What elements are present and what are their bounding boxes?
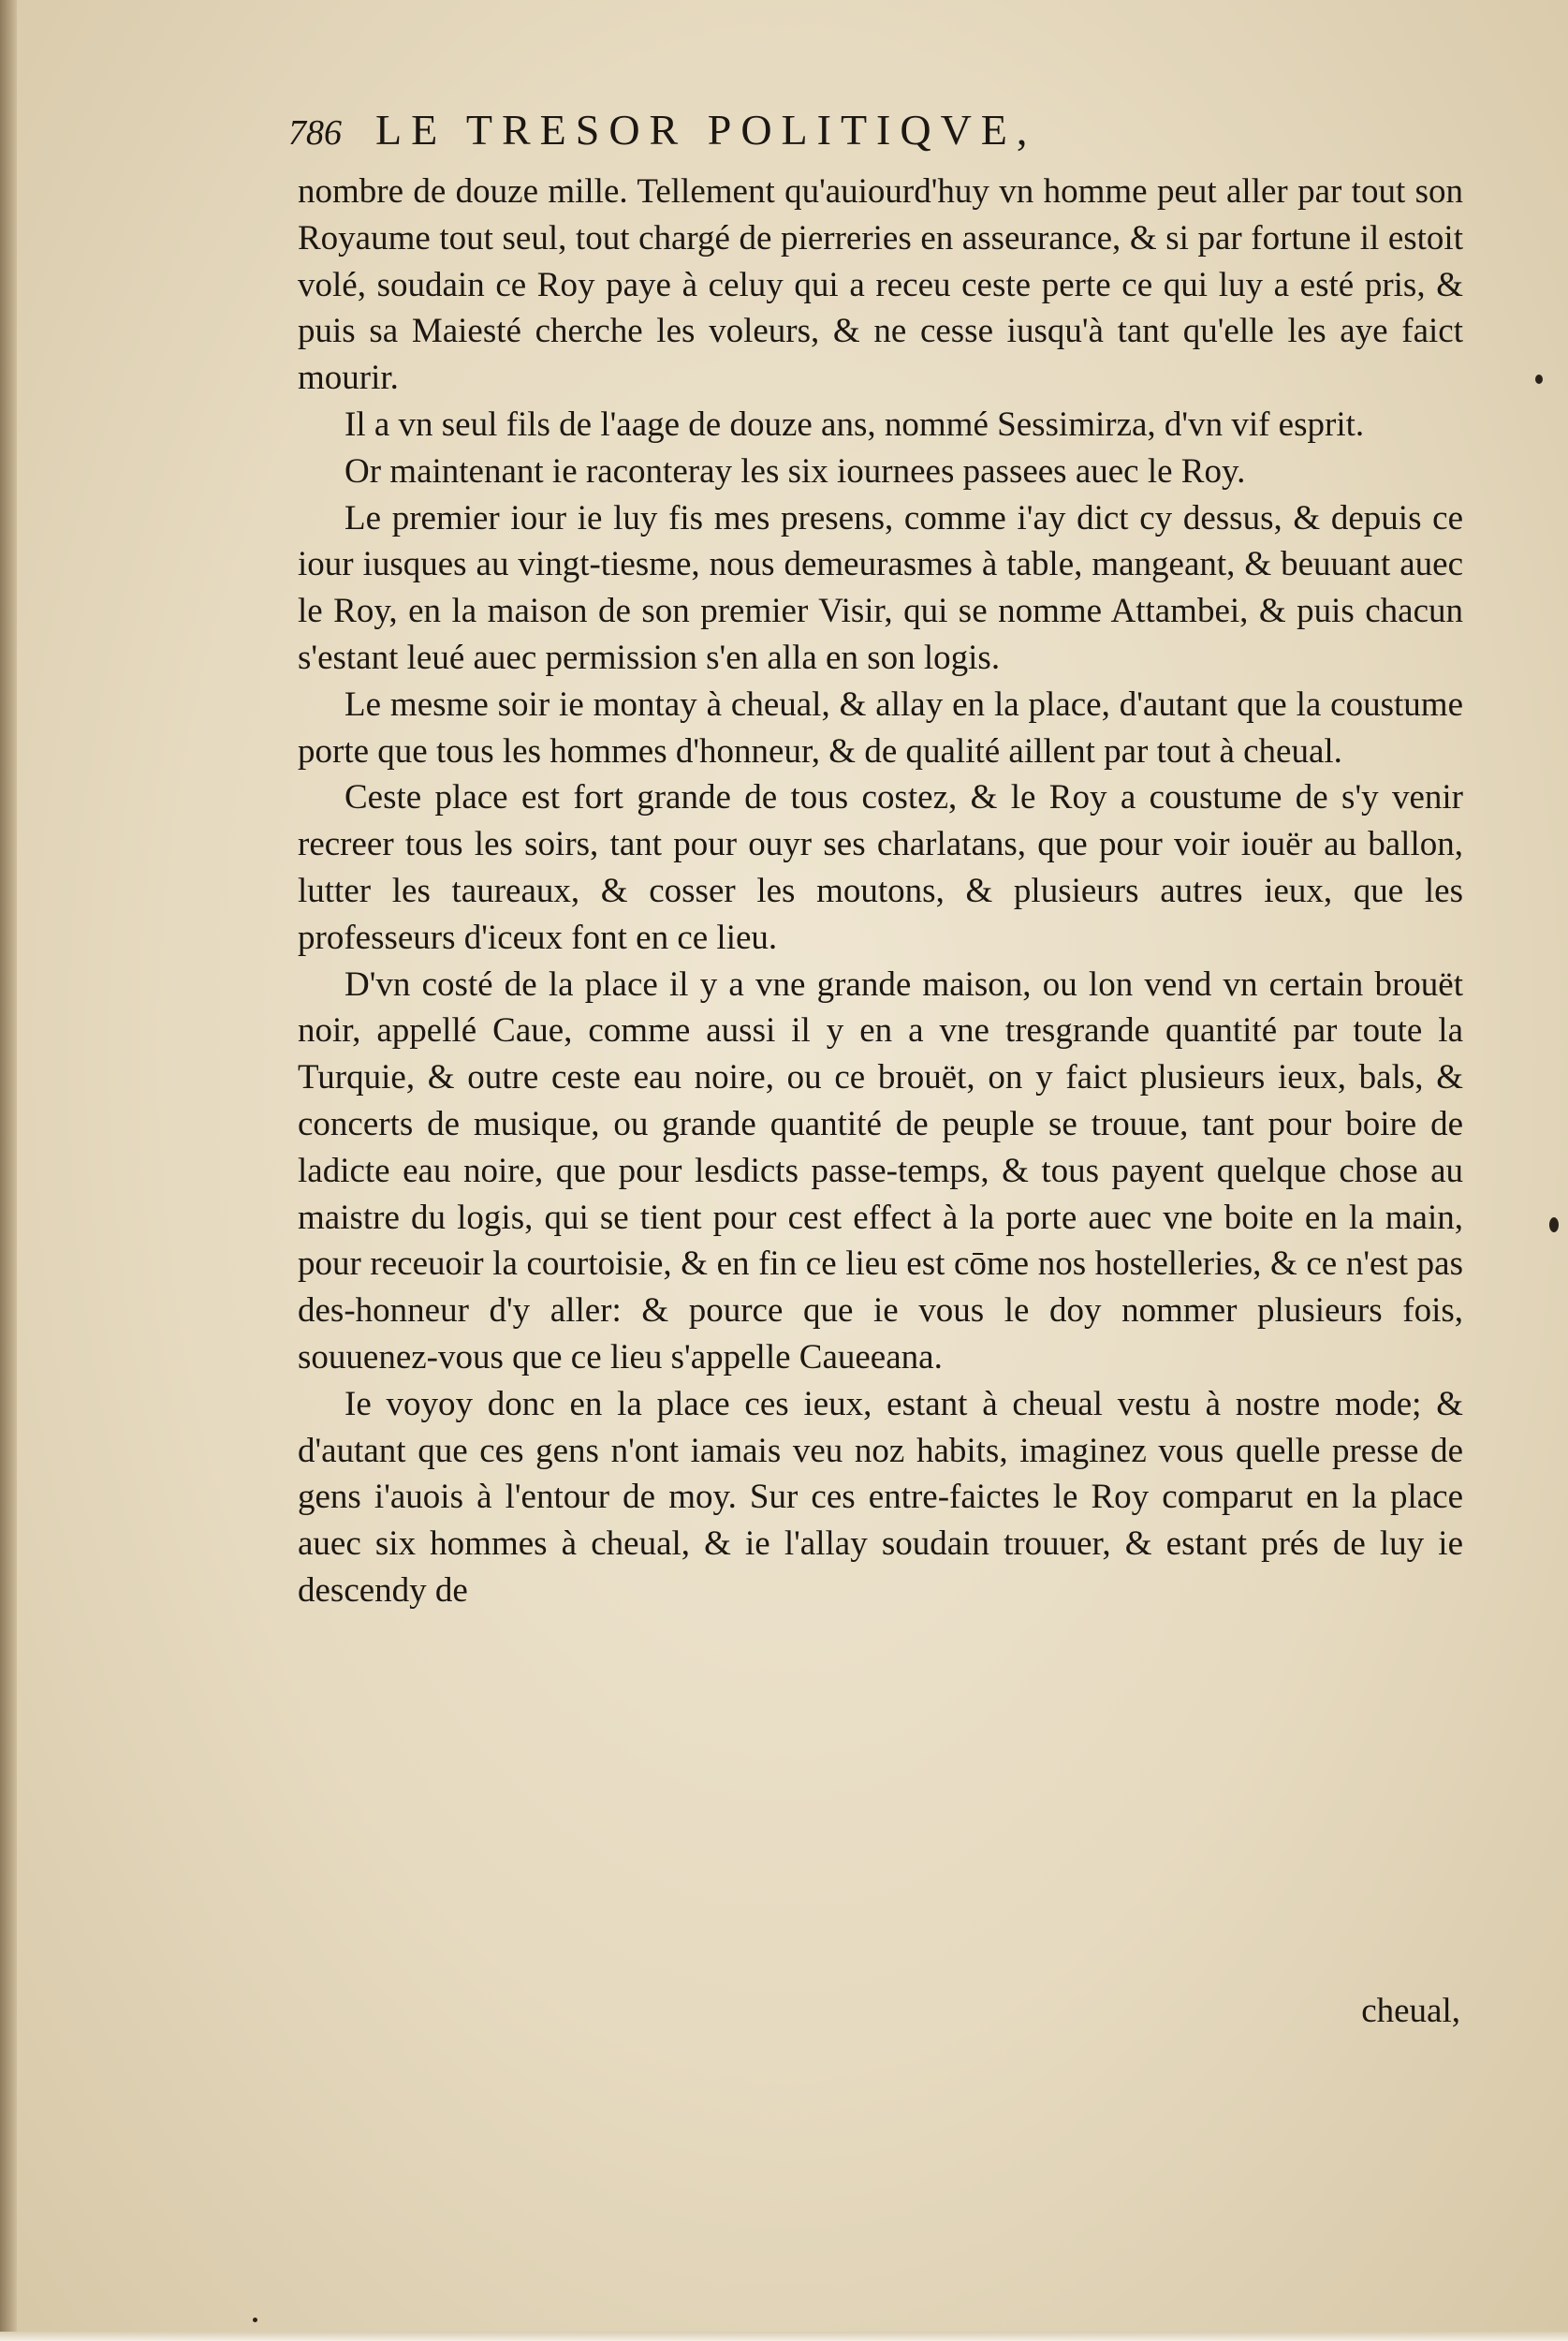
catchword: cheual, xyxy=(1361,1992,1460,2030)
paragraph: Il a vn seul fils de l'aage de douze ans, nommé Sessimirza, d'vn vif esprit. xyxy=(344,405,1365,444)
ink-speck xyxy=(1535,375,1543,384)
paragraph: Le mesme soir ie montay à cheual, & allay en la place, d'autant que la coustume porte que tous les hommes d'honneur, & de qualité aillent par tout à cheual. xyxy=(298,685,1463,771)
paragraph: Ie voyoy donc en la place ces ieux, estant à cheual vestu à nostre mode; & d'autant que ces gens n'ont iamais veu noz habits, imaginez vous quelle presse de gens i'auois à l'entour de moy. Sur ces entre-faictes le Roy comparut en la place auec six hommes à cheual, & ie l'allay soudain trouuer, & estant prés de luy ie descendy de xyxy=(298,1384,1463,1610)
paragraph: Le premier iour ie luy fis mes presens, comme i'ay dict cy dessus, & depuis ce iour iusques au vingt-tiesme, nous demeurasmes à table, mangeant, & beuuant auec le Roy, en la maison de son premier Visir, qui se nomme Attambei, & puis chacun s'estant leué auec permission s'en alla en son logis. xyxy=(298,498,1463,677)
paragraph: Or maintenant ie raconteray les six iournees passees auec le Roy. xyxy=(344,451,1246,491)
paragraph-continuation: nombre de douze mille. Tellement qu'auiourd'huy vn homme peut aller par tout son Royaume tout seul, tout chargé de pierreries en asseurance, & si par fortune il estoit volé, soudain ce Roy paye à celuy qui a receu ceste perte ce qui luy a esté pris, & puis sa Maiesté cherche les voleurs, & ne cesse iusqu'à tant qu'elle les aye faict mourir. xyxy=(298,172,1463,398)
running-title: LE TRESOR POLITIQVE, xyxy=(375,106,1037,154)
paragraph: Ceste place est fort grande de tous costez, & le Roy a coustume de s'y venir recreer tous les soirs, tant pour ouyr ses charlatans, que pour voir iouër au ballon, lutter les taureaux, & cosser les moutons, & plusieurs autres ieux, que les professeurs d'iceux font en ce lieu. xyxy=(298,778,1463,957)
ink-speck xyxy=(253,2318,257,2322)
running-header xyxy=(288,105,1318,170)
paragraph: D'vn costé de la place il y a vne grande maison, ou lon vend vn certain brouët noir, appellé Caue, comme aussi il y en a vne tresgrande quantité par toute la Turquie, & outre ceste eau noire, ou ce brouët, on y faict plusieurs ieux, bals, & concerts de musique, ou grande quantité de peuple se trouue, tant pour boire de ladicte eau noire, que pour lesdicts passe-temps, & tous payent quelque chose au maistre du logis, qui se tient pour cest effect à la porte auec vne boite en la main, pour receuoir la courtoisie, & en fin ce lieu est cōme nos hostelleries, & ce n'est pas des-honneur d'y aller: & pource que ie vous le doy nommer plusieurs fois, souuenez-vous que ce lieu s'appelle Caueeana. xyxy=(298,964,1463,1377)
ink-speck xyxy=(1549,1217,1559,1232)
body-text xyxy=(298,169,1463,1614)
page-number: 786 xyxy=(288,113,342,153)
page-bottom-edge xyxy=(0,2332,1568,2341)
page-gutter-shadow xyxy=(0,0,17,2341)
